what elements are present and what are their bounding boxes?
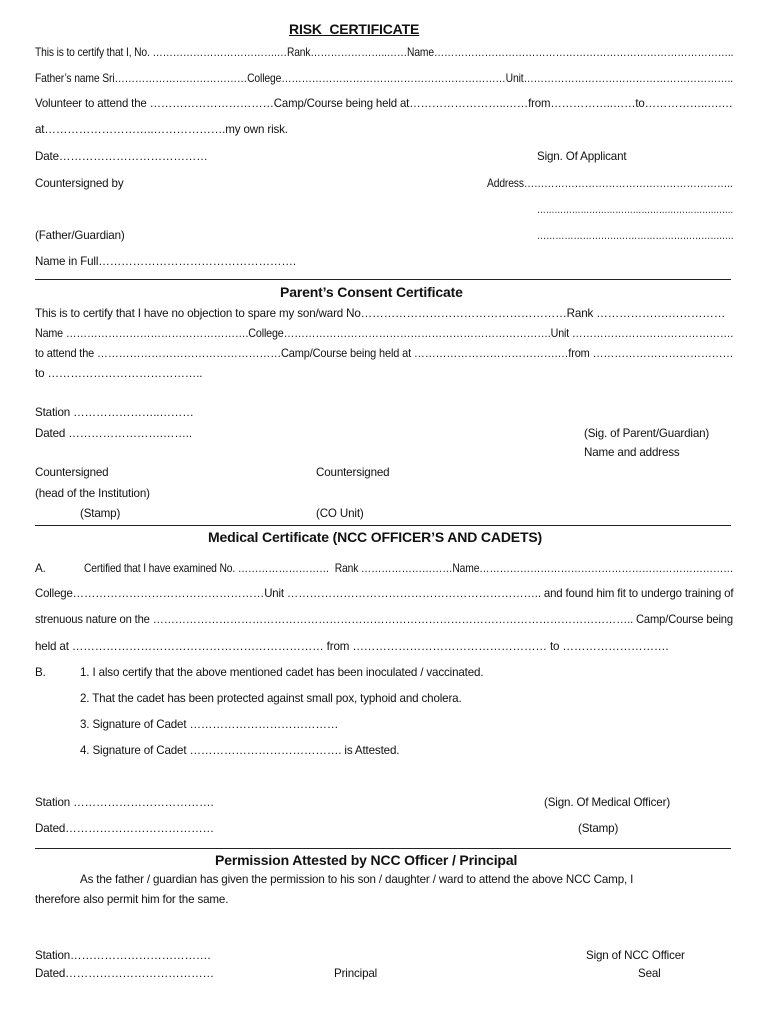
- risk-line-2: Father’s name Sri…………………………………College…………………………………………………………Unit……………………………………………………..: [35, 72, 733, 85]
- seal-label: Seal: [638, 967, 661, 980]
- medical-stamp: (Stamp): [578, 822, 619, 835]
- medical-b-label: B.: [35, 666, 46, 679]
- medical-a-line-3: strenuous nature on the ………………………………………………………………………………………………………………….. Camp/Course being: [35, 613, 733, 626]
- sign-ncc-officer: Sign of NCC Officer: [586, 949, 685, 962]
- medical-station-field: Station ……………………………….: [35, 796, 214, 809]
- medical-certificate-title: Medical Certificate (NCC OFFICER’S AND CADETS): [208, 529, 543, 545]
- consent-station-field: Station …………………..………: [35, 406, 194, 419]
- consent-stamp: (Stamp): [80, 507, 121, 520]
- risk-line-3: Volunteer to attend the ……………………………Camp/Course being held at……………………..……from……………..……to……………..….…: [35, 97, 733, 110]
- risk-date-field: Date…………………………………: [35, 150, 208, 163]
- father-guardian-label: (Father/Guardian): [35, 229, 125, 242]
- permission-title: Permission Attested by NCC Officer / Principal: [215, 852, 518, 868]
- section-divider-3: [35, 848, 731, 849]
- sign-medical-officer: (Sign. Of Medical Officer): [544, 796, 671, 809]
- section-divider-2: [35, 525, 731, 526]
- consent-dated-field: Dated …………………….……..: [35, 427, 192, 440]
- section-divider-1: [35, 279, 731, 280]
- principal-label: Principal: [334, 967, 378, 980]
- co-unit: (CO Unit): [316, 507, 364, 520]
- parents-consent-title: Parent’s Consent Certificate: [280, 284, 463, 300]
- sign-of-applicant: Sign. Of Applicant: [537, 150, 627, 163]
- permission-paragraph-1: As the father / guardian has given the permission to his son / daughter / ward to attend the above NCC Camp, I: [80, 873, 634, 886]
- countersigned-by: Countersigned by: [35, 177, 124, 190]
- consent-line-4: to …………………………………..: [35, 367, 203, 380]
- permission-paragraph-2: therefore also permit him for the same.: [35, 893, 229, 906]
- permission-dated-field: Dated…………………………………: [35, 967, 214, 980]
- permission-station-field: Station……………………………….: [35, 949, 211, 962]
- medical-a-line-1: Certified that I have examined No. ……………………… Rank ………………………Name…………………………………………………………………: [84, 562, 734, 575]
- consent-line-2: Name …………………………………………….College………………………………………………………………….Unit ……………………………………….: [35, 327, 734, 340]
- head-of-institution: (head of the Institution): [35, 487, 150, 500]
- address-line-2: …………………………………………………….…….: [537, 203, 733, 216]
- medical-b-item-3: 3. Signature of Cadet …………………………………: [80, 718, 339, 731]
- address-line-1: Address……………………………………………………..: [487, 177, 733, 190]
- sig-parent-guardian: (Sig. of Parent/Guardian): [584, 427, 710, 440]
- name-in-full-field: Name in Full…………………………………………….: [35, 255, 296, 268]
- countersigned-middle: Countersigned: [316, 466, 390, 479]
- medical-b-item-4: 4. Signature of Cadet …………………………………. is Attested.: [80, 744, 400, 757]
- medical-a-label: A.: [35, 562, 46, 575]
- address-line-3: …………………………………………………….….: [537, 229, 734, 242]
- consent-line-1: This is to certify that I have no objection to spare my son/ward No………………………………………………Rank ……………….……………: [35, 307, 726, 320]
- medical-dated-field: Dated…………………………………: [35, 822, 214, 835]
- medical-a-line-2: College……………………………………………Unit ………………………………………………………….. and found him fit to undergo training of: [35, 587, 734, 600]
- risk-line-4: at………………………..……………….my own risk.: [35, 123, 288, 136]
- name-and-address: Name and address: [584, 446, 680, 459]
- medical-b-item-1: 1. I also certify that the above mentioned cadet has been inoculated / vaccinated.: [80, 666, 484, 679]
- medical-a-line-4: held at ………………………………………………………… from …………………………………………… to ……………………….: [35, 640, 669, 653]
- countersigned-left: Countersigned: [35, 466, 109, 479]
- medical-b-item-2: 2. That the cadet has been protected against small pox, typhoid and cholera.: [80, 692, 462, 705]
- risk-line-1: This is to certify that I, No. ……………………………….…Rank…………………..……Name……………………………………………………………………………..: [35, 46, 734, 59]
- consent-line-3: to attend the ……………………………………………Camp/Course being held at ………………………………….…from …………………………………: [35, 347, 734, 360]
- risk-certificate-title: RISK CERTIFICATE: [289, 21, 420, 37]
